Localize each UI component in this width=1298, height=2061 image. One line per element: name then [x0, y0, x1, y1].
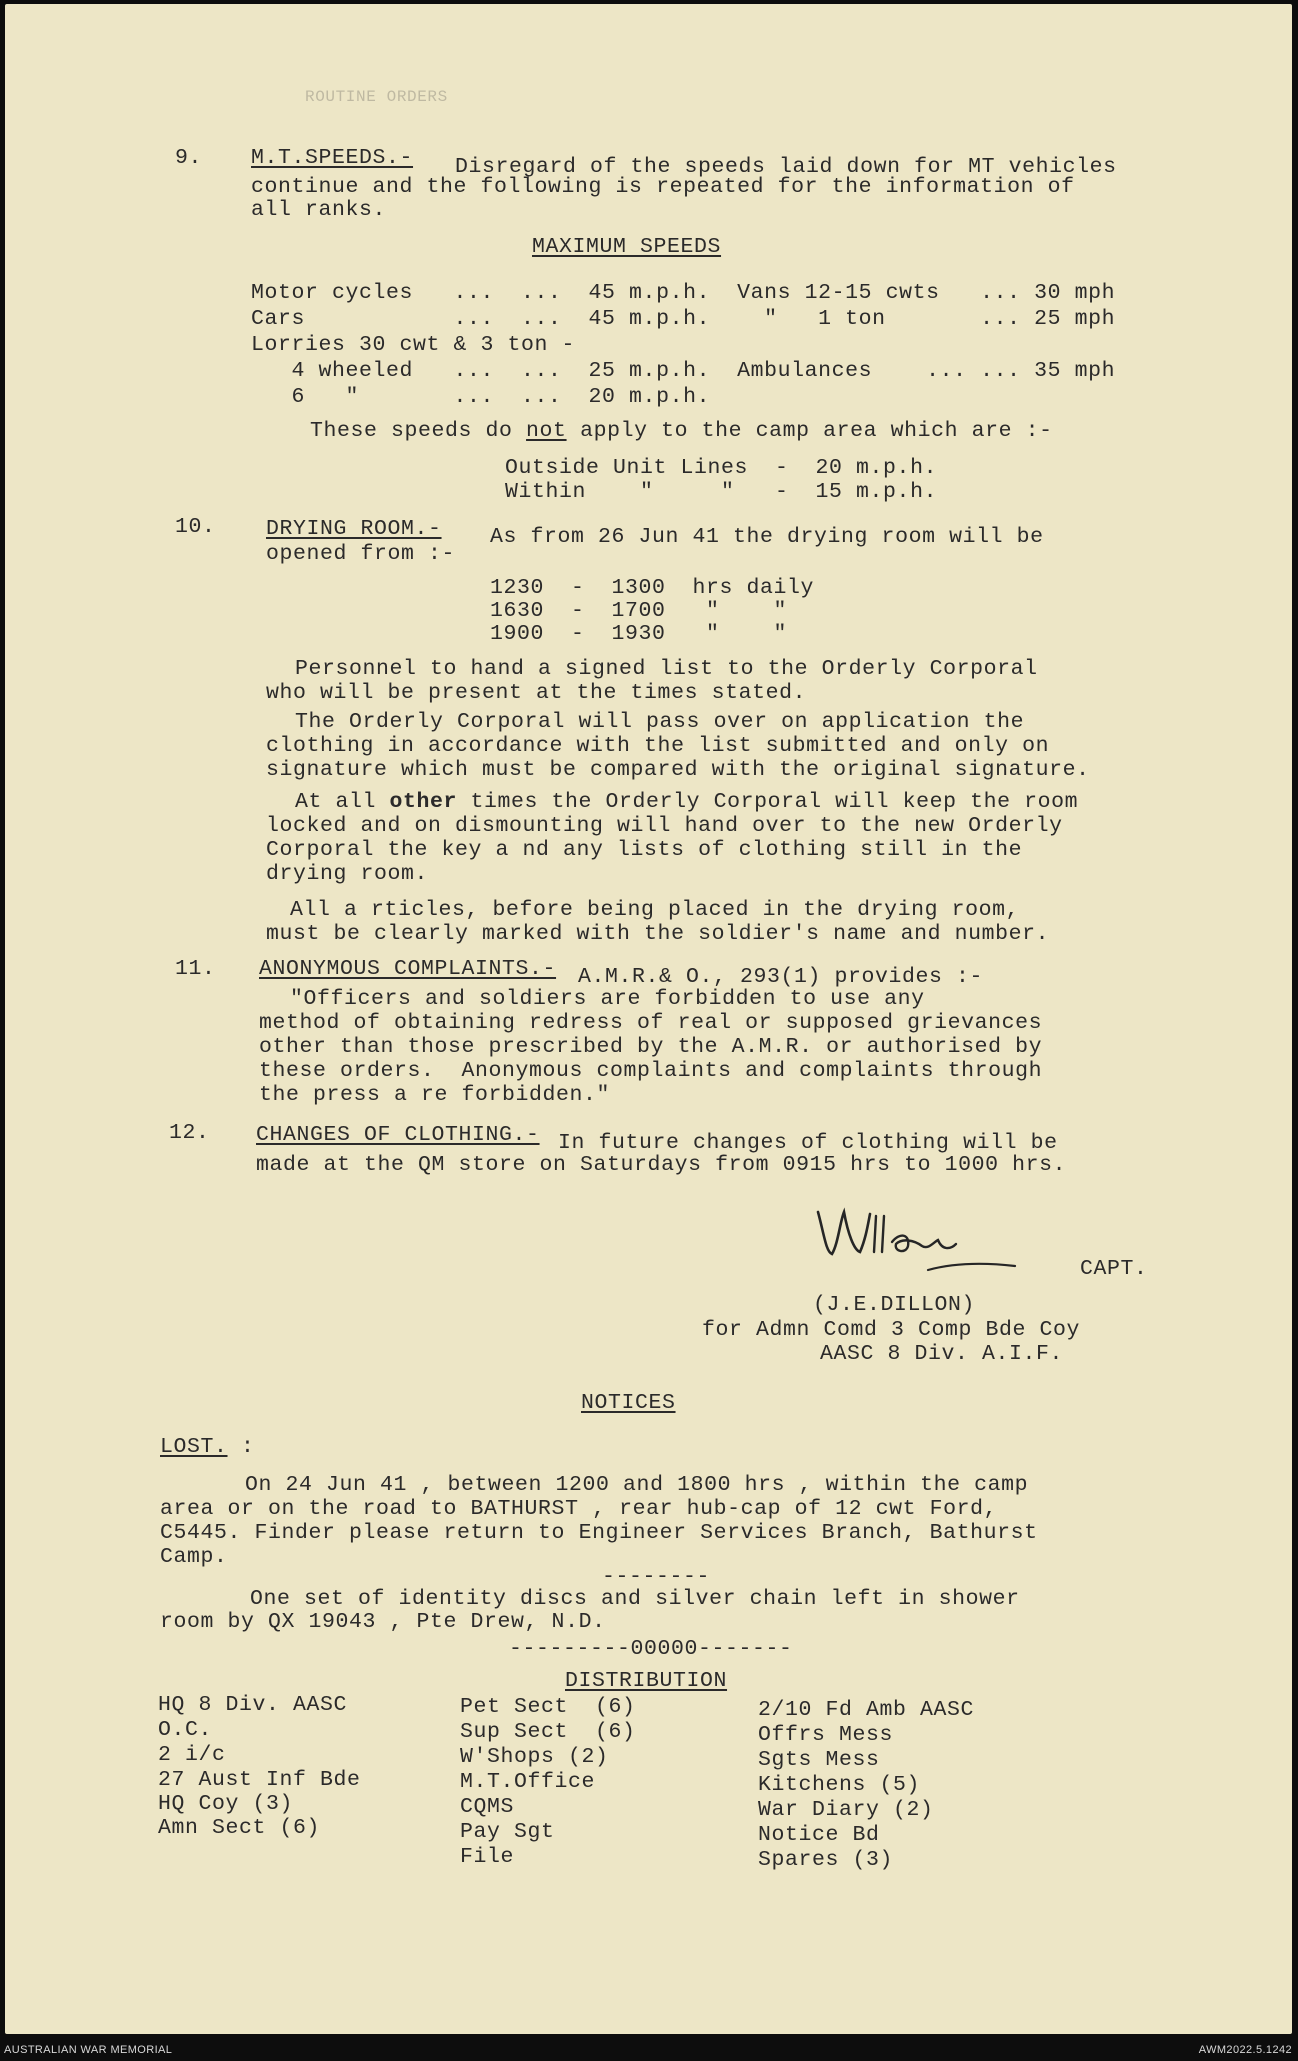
- lost-line: C5445. Finder please return to Engineer Services Branch, Bathurst: [160, 1521, 1038, 1545]
- lost2-line: room by QX 19043 , Pte Drew, N.D.: [160, 1610, 606, 1634]
- item-9-line1: Disregard of the speeds laid down for MT vehicles: [455, 155, 1117, 179]
- drying-time: 1630 - 1700 " ": [490, 599, 788, 623]
- drying-time: 1230 - 1300 hrs daily: [490, 576, 815, 600]
- distribution-item: O.C.: [158, 1718, 213, 1742]
- lost2-line: One set of identity discs and silver chain left in shower: [250, 1587, 1020, 1611]
- quote-line: method of obtaining redress of real or supposed grievances: [259, 1011, 1043, 1035]
- para3-first-line: [295, 789, 1078, 815]
- drying-time: 1900 - 1930 " ": [490, 622, 788, 646]
- para4-line: All a rticles, before being placed in the drying room,: [290, 898, 1020, 922]
- lost-line: area or on the road to BATHURST , rear hub-cap of 12 cwt Ford,: [160, 1497, 998, 1521]
- camp-speeds-line: [310, 418, 1053, 444]
- para3-pre: At all: [295, 790, 390, 814]
- lost-heading: [160, 1434, 255, 1460]
- distribution-item: 27 Aust Inf Bde: [158, 1768, 361, 1792]
- item-9-line2: continue and the following is repeated for the information of: [251, 175, 1075, 199]
- para4-line: must be clearly marked with the soldier's name and number.: [266, 922, 1050, 946]
- distribution-title: DISTRIBUTION: [565, 1669, 728, 1693]
- distribution-item: Spares (3): [758, 1848, 894, 1872]
- lost-line: On 24 Jun 41 , between 1200 and 1800 hrs , within the camp: [245, 1473, 1029, 1497]
- distribution-item: M.T.Office: [460, 1770, 596, 1794]
- speed-row: 6 " ... ... 20 m.p.h.: [251, 385, 711, 409]
- distribution-item: 2 i/c: [158, 1743, 226, 1767]
- para3-bold: other: [389, 790, 458, 814]
- distribution-item: Sgts Mess: [758, 1748, 880, 1772]
- handwritten-signature: [810, 1194, 1030, 1284]
- lost-line: Camp.: [160, 1545, 228, 1569]
- footer-credit: AUSTRALIAN WAR MEMORIAL: [4, 2044, 173, 2056]
- notices-title: NOTICES: [581, 1391, 676, 1415]
- item-9-number: 9.: [175, 146, 203, 170]
- camp-speed-row: Outside Unit Lines - 20 m.p.h.: [505, 456, 938, 480]
- para2-line: clothing in accordance with the list submitted and only on: [266, 734, 1050, 758]
- lost-label: LOST.: [160, 1435, 228, 1459]
- item-10-number: 10.: [175, 515, 216, 539]
- speed-row: Lorries 30 cwt & 3 ton -: [251, 333, 576, 357]
- camp-line-not: not: [526, 419, 567, 443]
- quote-line: "Officers and soldiers are forbidden to use any: [290, 987, 925, 1011]
- para3-line: locked and on dismounting will hand over to the new Orderly: [266, 814, 1063, 838]
- notice-separator: --------: [602, 1565, 711, 1589]
- distribution-item: File: [460, 1845, 515, 1869]
- para3-line: drying room.: [266, 862, 429, 886]
- signature-formation: AASC 8 Div. A.I.F.: [820, 1342, 1064, 1366]
- distribution-item: Sup Sect (6): [460, 1720, 636, 1744]
- distribution-item: 2/10 Fd Amb AASC: [758, 1698, 975, 1722]
- item-11-heading: ANONYMOUS COMPLAINTS.-: [259, 957, 557, 981]
- distribution-item: Pay Sgt: [460, 1820, 555, 1844]
- item-10-heading: DRYING ROOM.-: [266, 517, 442, 541]
- quote-line: these orders. Anonymous complaints and complaints through: [259, 1059, 1043, 1083]
- footer-accession-id: AWM2022.5.1242: [1198, 2044, 1292, 2056]
- distribution-item: CQMS: [460, 1795, 515, 1819]
- item-10-line2: opened from :-: [266, 542, 456, 566]
- camp-line-pre: These speeds do: [310, 419, 527, 443]
- item-12-line1: In future changes of clothing will be: [558, 1131, 1058, 1155]
- distribution-item: War Diary (2): [758, 1798, 934, 1822]
- speeds-table-title: MAXIMUM SPEEDS: [532, 235, 722, 259]
- distribution-item: HQ 8 Div. AASC: [158, 1693, 348, 1717]
- camp-speed-row: Within " " - 15 m.p.h.: [505, 480, 938, 504]
- item-12-number: 12.: [169, 1121, 210, 1145]
- faint-header: ROUTINE ORDERS: [305, 88, 448, 106]
- distribution-item: Amn Sect (6): [158, 1816, 321, 1840]
- para2-line: signature which must be compared with the original signature.: [266, 758, 1090, 782]
- quote-line: the press a re forbidden.": [259, 1083, 611, 1107]
- distribution-item: HQ Coy (3): [158, 1792, 294, 1816]
- item-12-heading: CHANGES OF CLOTHING.-: [256, 1123, 540, 1147]
- distribution-item: W'Shops (2): [460, 1745, 609, 1769]
- distribution-item: Offrs Mess: [758, 1723, 894, 1747]
- item-9-heading: M.T.SPEEDS.-: [251, 146, 414, 170]
- quote-line: other than those prescribed by the A.M.R. or authorised by: [259, 1035, 1043, 1059]
- signature-unit: for Admn Comd 3 Comp Bde Coy: [702, 1318, 1081, 1342]
- speed-row: Motor cycles ... ... 45 m.p.h. Vans 12-15 cwts ... 30 mph: [251, 281, 1116, 305]
- signature-rank: CAPT.: [1080, 1257, 1148, 1281]
- distribution-item: Pet Sect (6): [460, 1695, 636, 1719]
- distribution-item: Notice Bd: [758, 1823, 880, 1847]
- para3-post: times the Orderly Corporal will keep the room: [457, 790, 1079, 814]
- speed-row: 4 wheeled ... ... 25 m.p.h. Ambulances ... ... 35 mph: [251, 359, 1116, 383]
- camp-line-post: apply to the camp area which are :-: [566, 419, 1053, 443]
- item-11-line1: A.M.R.& O., 293(1) provides :-: [578, 965, 984, 989]
- signature-name: (J.E.DILLON): [813, 1293, 976, 1317]
- speed-row: Cars ... ... 45 m.p.h. " 1 ton ... 25 mph: [251, 307, 1116, 331]
- para2-line: The Orderly Corporal will pass over on application the: [295, 710, 1025, 734]
- notice-end-separator: ---------00000-------: [509, 1637, 793, 1661]
- item-11-number: 11.: [175, 957, 216, 981]
- para1-line: who will be present at the times stated.: [266, 681, 807, 705]
- item-12-line2: made at the QM store on Saturdays from 0915 hrs to 1000 hrs.: [256, 1153, 1067, 1177]
- item-10-line1: As from 26 Jun 41 the drying room will be: [490, 525, 1044, 549]
- document-page: [5, 4, 1292, 2034]
- para3-line: Corporal the key a nd any lists of clothing still in the: [266, 838, 1023, 862]
- lost-colon: :: [227, 1435, 255, 1459]
- distribution-item: Kitchens (5): [758, 1773, 921, 1797]
- item-9-line3: all ranks.: [251, 198, 387, 222]
- para1-line: Personnel to hand a signed list to the Orderly Corporal: [295, 657, 1038, 681]
